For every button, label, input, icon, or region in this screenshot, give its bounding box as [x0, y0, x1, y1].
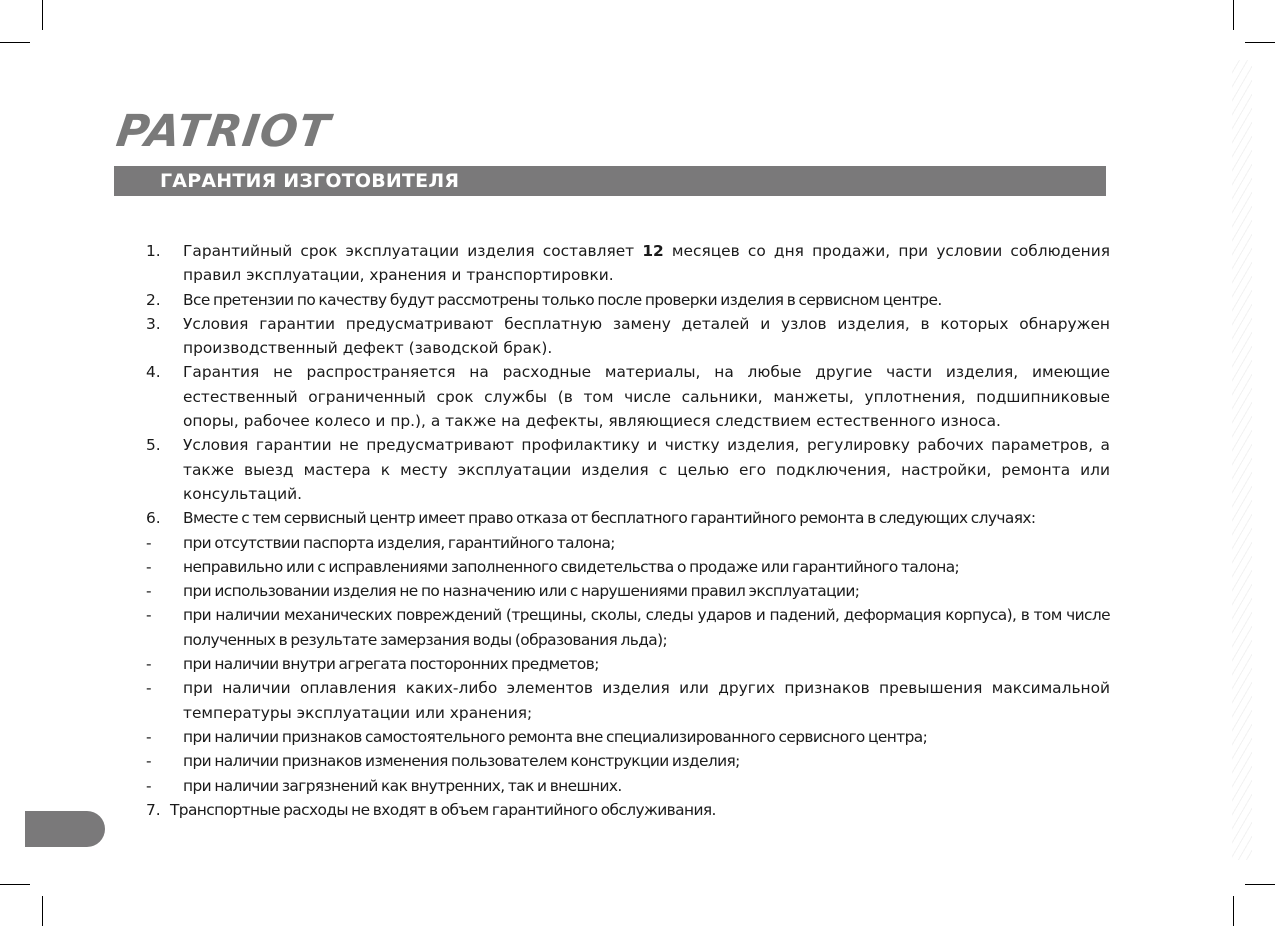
crop-mark [1233, 896, 1234, 926]
list-item: 1. Гарантийный срок эксплуатации изделия составляет 12 месяцев со дня продажи, при условии соблюдения правил эксплуатации, хранения и транспортировки. [146, 239, 1110, 288]
list-item: - при наличии признаков изменения пользователем конструкции изделия; [146, 749, 1110, 773]
edge-hatch [1232, 60, 1252, 860]
list-marker: - [146, 752, 152, 771]
list-marker: 4. [146, 363, 161, 382]
crop-mark [0, 42, 30, 43]
list-item: 4. Гарантия не распространяется на расходные материалы, на любые другие части изделия, имеющие естественный ограниченный срок службы (в том числе сальники, манжеты, уплотнения, подшипниковые опоры, рабочее колесо и пр.), а также на дефекты, являющиеся следствием естественного износа. [146, 360, 1110, 433]
list-marker: 2. [146, 290, 161, 309]
crop-mark [0, 884, 30, 885]
warranty-list [146, 239, 1110, 822]
crop-mark [1245, 884, 1275, 885]
brand-logo: PATRIOT [113, 106, 334, 157]
list-marker: 5. [146, 436, 161, 455]
list-item: - при наличии признаков самостоятельного ремонта вне специализированного сервисного центра; [146, 725, 1110, 749]
list-marker: 6. [146, 509, 161, 528]
list-item: - при наличии механических повреждений (трещины, сколы, следы ударов и падений, деформация корпуса), в том числе полученных в результате замерзания воды (образования льда); [146, 603, 1110, 652]
list-marker: 3. [146, 314, 161, 333]
list-item: - при отсутствии паспорта изделия, гарантийного талона; [146, 531, 1110, 555]
crop-mark [42, 0, 43, 30]
list-item: - неправильно или с исправлениями заполненного свидетельства о продаже или гарантийного талона; [146, 555, 1110, 579]
list-item: - при использовании изделия не по назначению или с нарушениями правил эксплуатации; [146, 579, 1110, 603]
list-marker: - [146, 557, 152, 576]
list-marker: - [146, 727, 152, 746]
section-header-bar [114, 166, 1106, 196]
list-marker: - [146, 606, 152, 625]
page-number-tab [25, 811, 105, 847]
crop-mark [1233, 0, 1234, 30]
crop-mark [1245, 42, 1275, 43]
list-marker: - [146, 679, 152, 698]
list-item: 5. Условия гарантии не предусматривают профилактику и чистку изделия, регулировку рабочих параметров, а также выезд мастера к месту эксплуатации изделия с целью его подключения, настройки, ремонта или консультаций. [146, 433, 1110, 506]
crop-mark [42, 896, 43, 926]
page-title: ГАРАНТИЯ ИЗГОТОВИТЕЛЯ [160, 170, 460, 192]
list-item: - при наличии оплавления каких-либо элементов изделия или других признаков превышения максимальной температуры эксплуатации или хранения; [146, 676, 1110, 725]
list-marker: - [146, 582, 152, 601]
list-item: 2. Все претензии по качеству будут рассмотрены только после проверки изделия в сервисном центре. [146, 288, 1110, 312]
list-marker: - [146, 533, 152, 552]
list-marker: - [146, 655, 152, 674]
list-item: - при наличии загрязнений как внутренних, так и внешних. [146, 774, 1110, 798]
list-item: 6. Вместе с тем сервисный центр имеет право отказа от бесплатного гарантийного ремонта в следующих случаях: [146, 506, 1110, 530]
list-marker: 7. [146, 800, 161, 819]
list-item: 3. Условия гарантии предусматривают бесплатную замену деталей и узлов изделия, в которых обнаружен производственный дефект (заводской брак). [146, 312, 1110, 361]
warranty-months: 12 [642, 242, 664, 260]
list-item: 7. Транспортные расходы не входят в объем гарантийного обслуживания. [146, 798, 1110, 822]
list-item: - при наличии внутри агрегата посторонних предметов; [146, 652, 1110, 676]
list-marker: 1. [146, 242, 161, 260]
list-marker: - [146, 776, 152, 795]
